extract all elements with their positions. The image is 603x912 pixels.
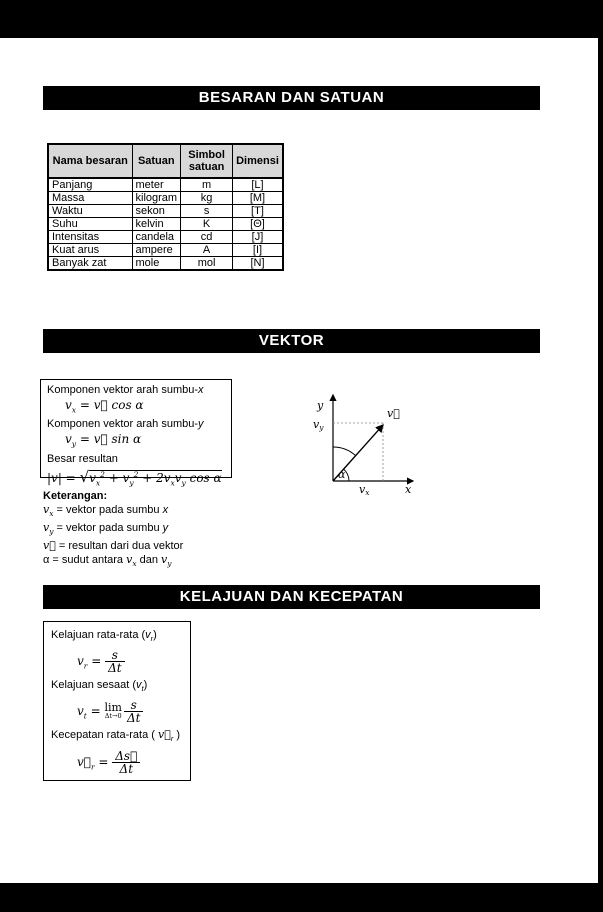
table-row: Banyak zat mole mol [N] — [48, 257, 283, 271]
formula-caption-x: Komponen vektor arah sumbu-x — [47, 384, 204, 396]
col-header-satuan: Satuan — [132, 144, 181, 178]
formula-vx: $v_x$ = v⃗ cos α — [65, 398, 144, 415]
vector-formula-box — [40, 379, 232, 488]
table-row: Kuat arus ampere A [I] — [48, 244, 283, 257]
formula-instantaneous-speed: $v_t$ = lim Δt→0 $\frac{s}{\Delta t}$ — [51, 699, 183, 724]
col-header-dimensi: Dimensi — [233, 144, 283, 178]
section-title-besaran-dan-satuan: BESARAN DAN SATUAN — [43, 86, 540, 110]
vector-diagram — [303, 381, 425, 495]
formula-average-velocity: $v⃗_r$ = $\frac{\Delta s⃗}{\Delta t}$ — [51, 750, 183, 775]
table-header-row — [48, 144, 283, 178]
section-title-vektor: VEKTOR — [43, 329, 540, 353]
legend-line-vx: $v_x$ = vektor pada sumbu x — [43, 503, 169, 519]
formula-resultant-magnitude: $|v| = √v_x^2 + v_y^2 + 2v_xv_y$ cos α — [47, 467, 222, 488]
legend-line-alpha: α = sudut antara $v_x$ dan $v_y$ — [43, 553, 172, 569]
vector-label: v⃗ — [387, 407, 400, 420]
formula-caption-resultan: Besar resultan — [47, 452, 118, 465]
keterangan-legend — [43, 489, 183, 572]
col-header-simbol-satuan: Simbol satuan — [181, 144, 233, 178]
legend-line-v: v⃗ = resultan dari dua vektor — [43, 539, 184, 553]
x-axis-label: x — [405, 483, 412, 495]
caption-kelajuan-sesaat: Kelajuan sesaat $(v_t)$ — [51, 679, 148, 694]
table-row: Waktu sekon s [T] — [48, 205, 283, 218]
table-row: Massa kilogram kg [M] — [48, 192, 283, 205]
alpha-label: α — [338, 468, 346, 481]
col-header-nama-besaran: Nama besaran — [48, 144, 132, 178]
table-row: Intensitas candela cd [J] — [48, 231, 283, 244]
legend-line-vy: $v_y$ = vektor pada sumbu y — [43, 521, 169, 537]
caption-kecepatan-rata-rata: Kecepatan rata-rata ( $v⃗_r$ ) — [51, 728, 181, 744]
section-title-kelajuan-dan-kecepatan: KELAJUAN DAN KECEPATAN — [43, 585, 540, 609]
caption-kelajuan-rata-rata: Kelajuan rata-rata $(v_r)$ — [51, 629, 157, 644]
keterangan-title: Keterangan: — [43, 490, 108, 502]
vx-component-label: vx — [359, 483, 370, 495]
formula-vy: $v_y$ = v⃗ sin α — [65, 432, 142, 449]
angle-arc-outer — [333, 447, 356, 456]
radical-sign: √ — [79, 467, 90, 486]
table-row: Suhu kelvin K [Θ] — [48, 218, 283, 231]
vy-component-label: vy — [313, 418, 324, 432]
speed-formulas-box — [43, 621, 191, 781]
formula-average-speed: $v_r$ = $\frac{s}{\Delta t}$ — [51, 649, 183, 674]
table-row: Panjang meter m [L] — [48, 178, 283, 192]
units-table — [47, 143, 284, 271]
formula-caption-y: Komponen vektor arah sumbu-y — [47, 418, 204, 431]
y-axis-label: y — [317, 399, 324, 412]
